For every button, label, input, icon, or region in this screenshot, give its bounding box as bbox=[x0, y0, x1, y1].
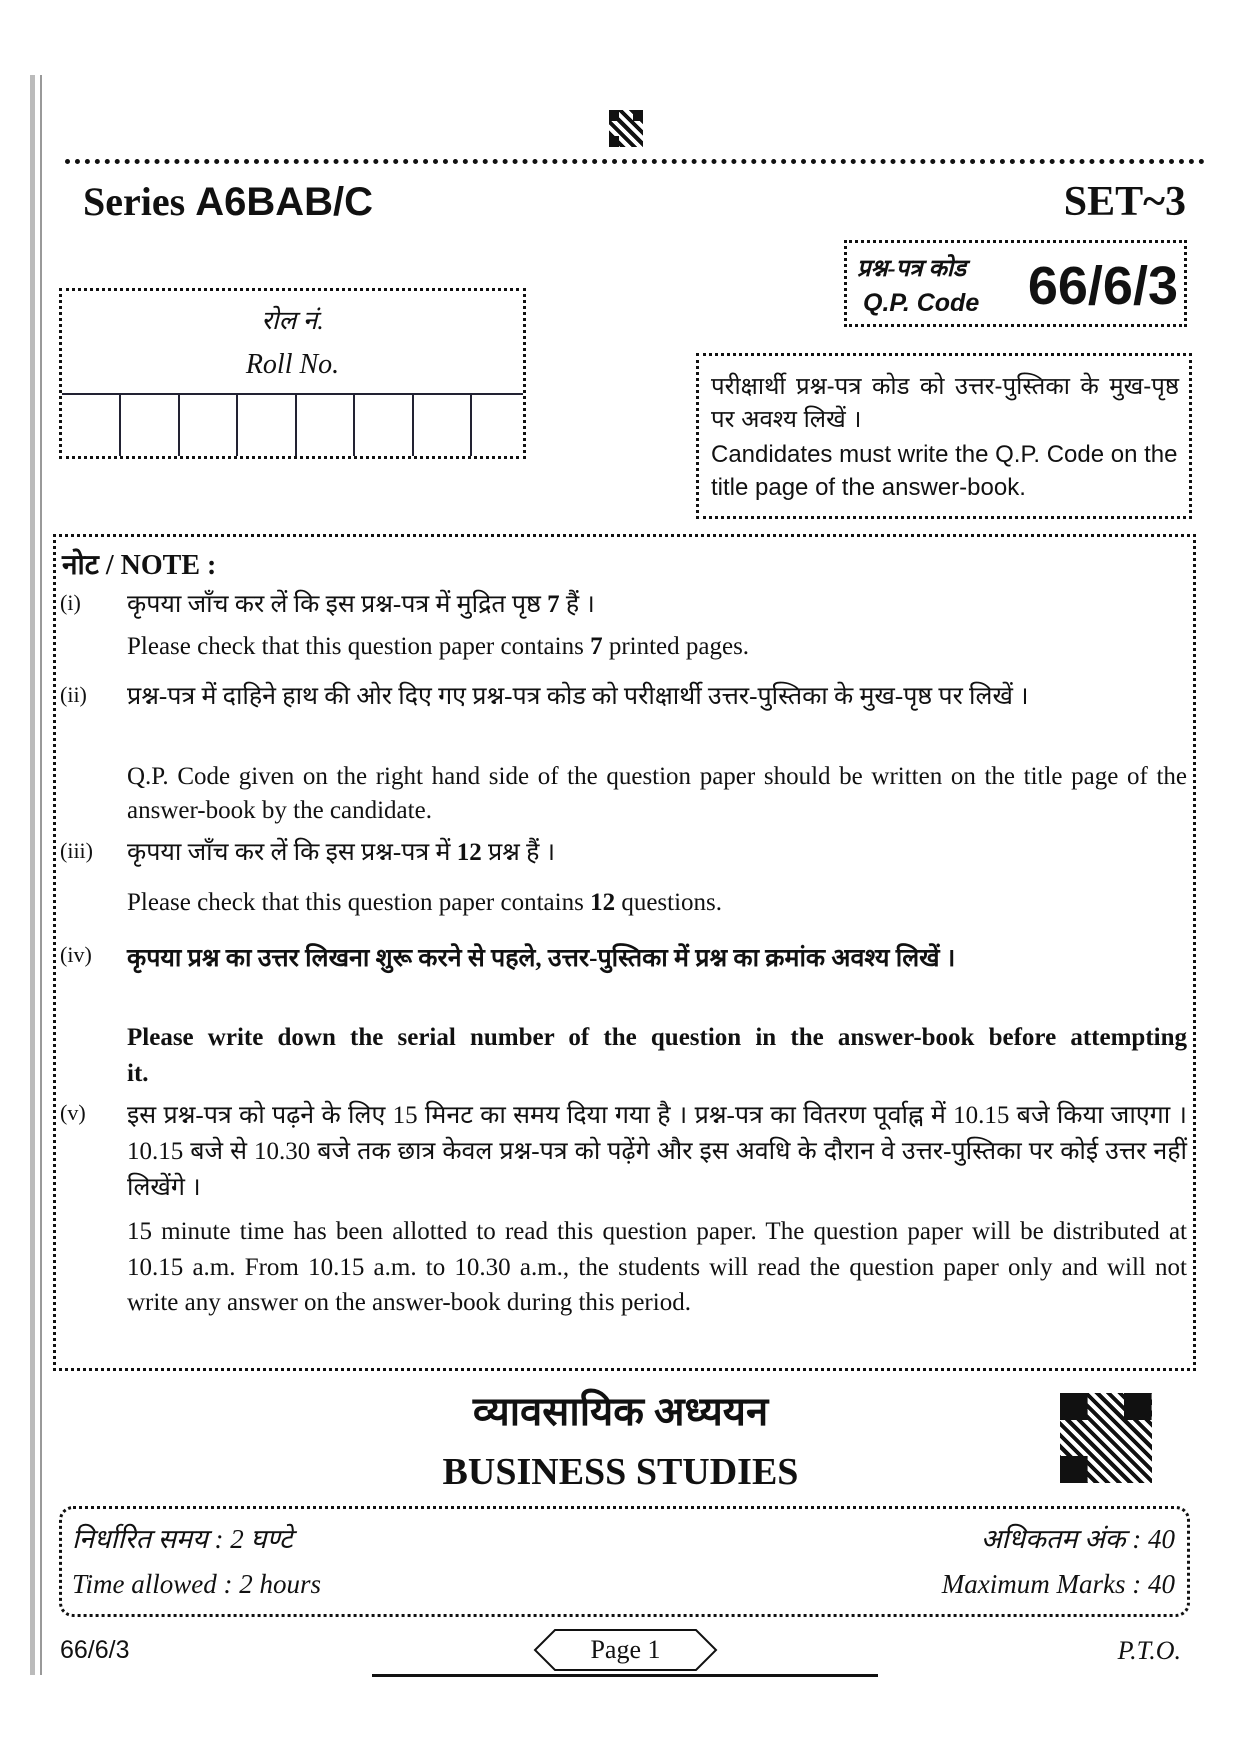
note-english: 15 minute time has been allotted to read this question paper. The question paper will be distributed at 10.15 a.m. From 10.15 a.m. to 10.30 a.m., the students will read the question paper only and will not write any answer on the answer-book during this period. bbox=[127, 1218, 1187, 1316]
item-number: (i) bbox=[60, 590, 81, 615]
set-number: SET~3 bbox=[1063, 179, 1186, 225]
series-code: A6BAB/C bbox=[195, 180, 373, 224]
time-marks-box bbox=[59, 1506, 1190, 1617]
note-title: नोट / NOTE : bbox=[62, 550, 217, 581]
item-number: (ii) bbox=[60, 682, 87, 707]
roll-label: Roll No. bbox=[245, 349, 340, 380]
qr-code-small bbox=[609, 110, 643, 147]
qp-code-box bbox=[844, 240, 1187, 327]
note-english: Q.P. Code given on the right hand side of the question paper should be written on the title page of the answer-book by the candidate. bbox=[127, 763, 1187, 824]
roll-number-grid[interactable] bbox=[62, 393, 523, 456]
footer-rule bbox=[372, 1674, 878, 1677]
qr-code bbox=[1060, 1393, 1152, 1483]
series-label: Series bbox=[83, 179, 186, 224]
max-marks-hindi: अधिकतम अंक : 40 bbox=[980, 1524, 1175, 1554]
series bbox=[83, 178, 373, 225]
candidate-instruction-hindi: परीक्षार्थी प्रश्न-पत्र कोड को उत्तर-पुस्तिका के मुख-पृष्ठ पर अवश्य लिखें । bbox=[711, 373, 1179, 433]
roll-label-hindi: रोल नं. bbox=[261, 306, 324, 335]
qp-code-label: Q.P. Code bbox=[863, 289, 980, 317]
pto-label: P.T.O. bbox=[1117, 1636, 1181, 1665]
page-number: Page 1 bbox=[590, 1635, 661, 1664]
note-hindi: कृपया जाँच कर लें कि इस प्रश्न-पत्र में 12 प्रश्न हैं । bbox=[127, 839, 556, 866]
qp-code-hindi: प्रश्न-पत्र कोड bbox=[857, 256, 966, 282]
note-english: Please check that this question paper contains 12 questions. bbox=[127, 889, 723, 916]
item-number: (iv) bbox=[60, 942, 92, 967]
candidate-instruction-box bbox=[696, 353, 1192, 519]
time-allowed-hindi: निर्धारित समय : 2 घण्टे bbox=[72, 1524, 293, 1554]
max-marks: Maximum Marks : 40 bbox=[941, 1569, 1175, 1599]
note-hindi: इस प्रश्न-पत्र को पढ़ने के लिए 15 मिनट का समय दिया गया है । प्रश्न-पत्र का वितरण पूर्वाह्न में 10.15 बजे किया जाएगा । 10.15 बजे से 10.30 बजे तक छात्र केवल प्रश्न-पत्र को पढ़ेंगे और इस अवधि के दौरान वे उत्तर-पुस्तिका पर कोई उत्तर नहीं लिखेंगे । bbox=[127, 1102, 1187, 1201]
page-number-badge bbox=[533, 1628, 718, 1672]
roll-number-box bbox=[59, 288, 526, 459]
subject-title-hindi: व्यावसायिक अध्ययन bbox=[472, 1389, 769, 1434]
subject-title: BUSINESS STUDIES bbox=[442, 1451, 799, 1493]
item-number: (iii) bbox=[60, 838, 93, 863]
qp-code: 66/6/3 bbox=[1027, 256, 1178, 316]
note-hindi: कृपया जाँच कर लें कि इस प्रश्न-पत्र में मुद्रित पृष्ठ 7 हैं । bbox=[127, 591, 595, 618]
note-english: Please write down the serial number of the question in the answer-book before attempting it. bbox=[127, 1024, 1187, 1087]
note-hindi: कृपया प्रश्न का उत्तर लिखना शुरू करने से पहले, उत्तर-पुस्तिका में प्रश्न का क्रमांक अवश्य लिखें । bbox=[127, 945, 956, 972]
divider bbox=[65, 159, 1205, 164]
footer-qp-code: 66/6/3 bbox=[60, 1636, 130, 1664]
note-hindi: प्रश्न-पत्र में दाहिने हाथ की ओर दिए गए प्रश्न-पत्र कोड को परीक्षार्थी उत्तर-पुस्तिका के मुख-पृष्ठ पर लिखें । bbox=[127, 683, 1029, 710]
time-allowed: Time allowed : 2 hours bbox=[72, 1569, 322, 1599]
item-number: (v) bbox=[60, 1100, 86, 1125]
note-english: Please check that this question paper contains 7 printed pages. bbox=[127, 633, 750, 660]
candidate-instruction-english: Candidates must write the Q.P. Code on the title page of the answer-book. bbox=[711, 441, 1178, 501]
